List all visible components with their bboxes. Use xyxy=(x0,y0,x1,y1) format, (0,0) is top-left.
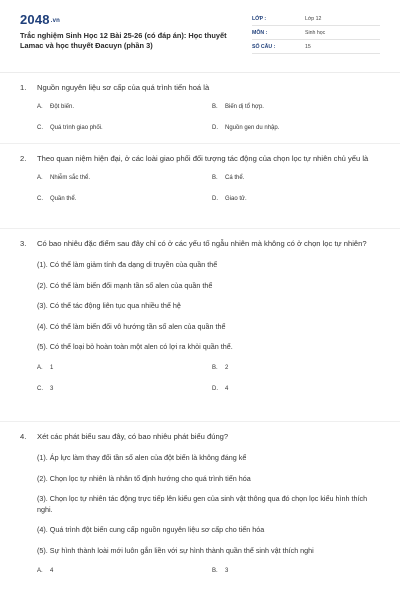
meta-row-grade xyxy=(252,12,380,26)
option-c[interactable]: C. 3 xyxy=(37,385,54,392)
statement: (5). Có thể loại bỏ hoàn toàn một alen có lợi ra khỏi quần thể. xyxy=(37,342,233,351)
question-text: 2. Theo quan niệm hiện đại, ở các loài giao phối đối tượng tác động của chọn lọc tự nhiên chủ yếu là xyxy=(20,154,369,163)
question-2 xyxy=(20,153,380,202)
option-c[interactable]: C. Quá trình giao phối. xyxy=(37,125,103,131)
question-text: 4. Xét các phát biểu sau đây, có bao nhiêu phát biểu đúng? xyxy=(20,432,229,441)
option-c[interactable]: C. Quần thể. xyxy=(37,196,77,202)
question-divider xyxy=(0,421,400,422)
question-divider xyxy=(0,228,400,229)
document-meta xyxy=(252,12,380,54)
question-number: 1. xyxy=(20,83,27,92)
statement: (4). Có thể làm biến đổi vô hướng tần số alen của quần thể xyxy=(37,321,226,331)
statement: (3). Có thể tác động liên tục qua nhiều thế hệ xyxy=(37,301,181,310)
option-b[interactable]: B. 2 xyxy=(212,364,229,371)
header-divider xyxy=(0,72,400,73)
meta-value: 15 xyxy=(305,44,311,50)
meta-row-subject xyxy=(252,26,380,40)
option-d[interactable]: D. 4 xyxy=(212,385,229,392)
question-1 xyxy=(20,82,380,131)
option-a[interactable]: A. 4 xyxy=(37,568,54,574)
meta-row-count xyxy=(252,40,380,54)
document-title: Trắc nghiệm Sinh Học 12 Bài 25-26 (có đáp án): Học thuyết Lamac và học thuyết Đacuyn (phần 3) xyxy=(20,31,227,50)
question-number: 2. xyxy=(20,154,27,163)
meta-key: LỚP : xyxy=(252,16,267,22)
question-4 xyxy=(20,431,380,589)
option-b[interactable]: B. 3 xyxy=(212,568,229,574)
statement: (2). Có thể làm biến đổi mạnh tần số alen của quần thể xyxy=(37,280,213,290)
meta-value: Lớp 12 xyxy=(305,16,322,22)
question-text: 1. Nguồn nguyên liệu sơ cấp của quá trình tiến hoá là xyxy=(20,83,210,92)
option-a[interactable]: A. 1 xyxy=(37,364,54,371)
meta-key: MÔN : xyxy=(252,30,268,36)
option-b[interactable]: B. Cá thể. xyxy=(212,175,245,181)
document-header xyxy=(20,12,380,62)
answer-options xyxy=(20,364,380,392)
meta-value: Sinh học xyxy=(305,30,326,36)
question-text: 3. Có bao nhiêu đặc điểm sau đây chỉ có ở các yếu tố ngẫu nhiên mà không có ở chọn lọc tự nhiên? xyxy=(20,239,367,248)
option-b[interactable]: B. Biến dị tổ hợp. xyxy=(212,104,264,110)
statement: (1). Có thể làm giảm tính đa dạng di truyền của quần thể xyxy=(37,260,218,269)
statement: (3). Chọn lọc tự nhiên tác động trực tiếp lên kiểu gen của sinh vật thông qua đó chọn lọc kiểu hình thích nghi. xyxy=(37,494,368,514)
answer-options xyxy=(20,567,380,589)
question-number: 4. xyxy=(20,432,27,441)
question-divider xyxy=(0,143,400,144)
answer-options xyxy=(20,103,380,131)
statement: (1). Áp lực làm thay đổi tần số alen của đột biến là không đáng kể xyxy=(37,453,247,462)
question-3 xyxy=(20,238,380,392)
option-d[interactable]: D. Giao tử. xyxy=(212,196,247,202)
option-d[interactable]: D. Nguồn gen du nhập. xyxy=(212,125,280,131)
statement: (2). Chọn lọc tự nhiên là nhân tố định hướng cho quá trình tiến hóa xyxy=(37,473,251,483)
site-logo[interactable]: 2048.vn xyxy=(20,12,61,27)
option-a[interactable]: A. Đột biến. xyxy=(37,104,75,110)
statement: (5). Sự hình thành loài mới luôn gắn liền với sự hình thành quần thể sinh vật thích nghi xyxy=(37,545,314,555)
statement: (4). Quá trình đột biến cung cấp nguồn nguyên liệu sơ cấp cho tiến hóa xyxy=(37,525,265,534)
meta-key: SỐ CÂU : xyxy=(252,44,276,50)
option-a[interactable]: A. Nhiễm sắc thể. xyxy=(37,175,91,181)
answer-options xyxy=(20,174,380,202)
question-number: 3. xyxy=(20,239,27,248)
